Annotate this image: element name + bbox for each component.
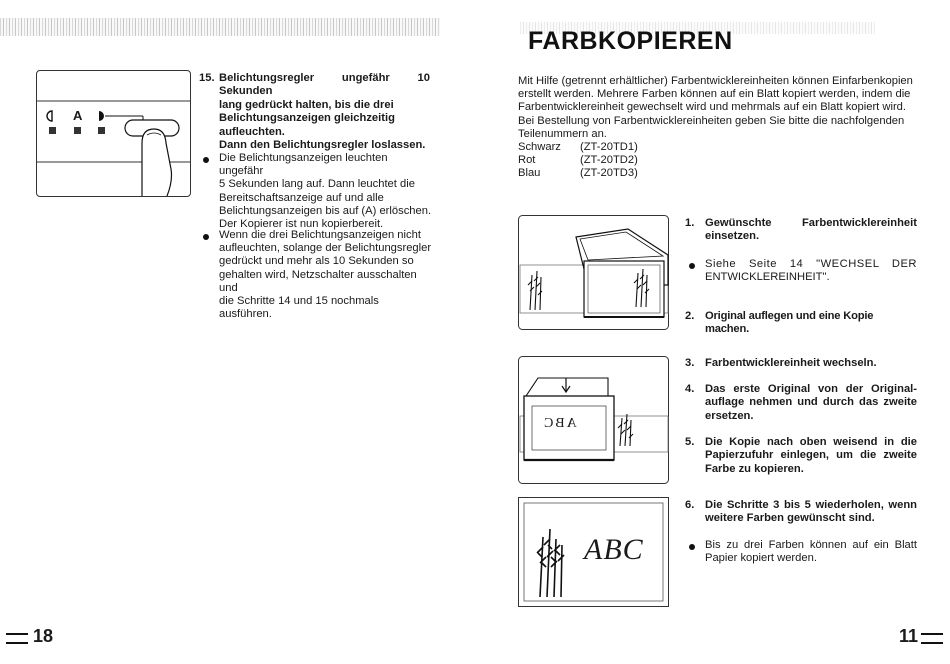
illustration-final-copy xyxy=(518,497,669,607)
part-color: Rot xyxy=(518,154,536,167)
part-row xyxy=(518,141,918,154)
part-color: Blau xyxy=(518,167,541,180)
bullet-1-text xyxy=(219,152,432,231)
bullet-2-line: die Schritte 14 und 15 nochmals ausführen. xyxy=(219,295,379,321)
step-1-bullet-text xyxy=(705,258,917,284)
step-15-number: 15. xyxy=(199,72,215,84)
bullet-dot xyxy=(203,157,209,163)
step-5-line: Papierzufuhr einlegen, um die zweite xyxy=(705,449,917,462)
step-3-number: 3. xyxy=(685,357,695,369)
bullet-dot xyxy=(689,263,695,269)
step-1-line: Gewünschte Farbentwicklereinheit xyxy=(705,217,917,229)
control-panel-drawing xyxy=(37,71,190,196)
bullet-1-line: Bereitschaftsanzeige auf und alle xyxy=(219,191,384,204)
part-code: (ZT-20TD2) xyxy=(580,154,638,167)
step-1-bullet-line: ENTWICKLEREINHEIT". xyxy=(705,271,830,284)
bullet-dot xyxy=(203,234,209,240)
page-number-left: 18 xyxy=(33,626,54,646)
step-15-line: Belichtungsregler ungefähr 10 Sekunden xyxy=(219,72,430,98)
step-15-line: aufleuchten. xyxy=(219,125,285,138)
illustration-second-original xyxy=(518,356,669,484)
bullet-1-line: Die Belichtungsanzeigen leuchten ungefähr xyxy=(219,152,388,178)
step-6-bullet-text xyxy=(705,539,917,565)
intro-line: Teilenummern an. xyxy=(518,127,607,140)
bullet-1-line: Belichtungsanzeigen bis auf (A) erlöschen. xyxy=(219,204,432,217)
step-6-bullet-line: Bis zu drei Farben können auf ein Blatt xyxy=(705,539,917,551)
bullet-2-line: Wenn die drei Belichtungsanzeigen nicht xyxy=(219,229,421,241)
step-5-text xyxy=(705,436,917,476)
page-title: FARBKOPIEREN xyxy=(528,27,733,55)
step-6-line: Die Schritte 3 bis 5 wiederholen, wenn xyxy=(705,499,917,511)
part-row xyxy=(518,154,918,167)
step-15-line: lang gedrückt halten, bis die drei xyxy=(219,98,394,111)
bullet-dot xyxy=(689,544,695,550)
step-2-number: 2. xyxy=(685,310,695,322)
step-1-text xyxy=(705,217,917,244)
step-6-line: weitere Farben gewünscht sind. xyxy=(705,512,875,525)
step-5-line: Die Kopie nach oben weisend in die xyxy=(705,436,917,448)
step-4-text xyxy=(705,383,917,423)
step-15-line: Dann den Belichtungsregler loslassen. xyxy=(219,139,426,152)
page-marker-bars-right xyxy=(921,633,943,644)
bullet-2-text xyxy=(219,229,432,321)
step-1-bullet-line: Siehe Seite 14 "WECHSEL DER xyxy=(705,258,917,270)
part-code: (ZT-20TD3) xyxy=(580,167,638,180)
copier-second-original-drawing xyxy=(518,356,669,484)
step-15-line: Belichtungsanzeigen gleichzeitig xyxy=(219,112,395,125)
step-1-line: einsetzen. xyxy=(705,230,760,243)
bullet-2-line: gedrückt und mehr als 10 Sekunden so xyxy=(219,255,414,268)
copier-lid-open-drawing xyxy=(518,215,669,330)
step-5-number: 5. xyxy=(685,436,695,448)
step-4-number: 4. xyxy=(685,383,695,395)
step-6-text xyxy=(705,499,917,526)
bullet-1-line: Der Kopierer ist nun kopierbereit. xyxy=(219,218,384,231)
intro-line: Farbentwicklereinheit gewechselt wird und mehrmals auf ein Blatt kopiert wird. xyxy=(518,101,907,114)
intro-paragraph xyxy=(518,75,918,181)
step-6-bullet-line: Papier kopiert werden. xyxy=(705,552,817,565)
control-panel-illustration xyxy=(36,70,191,197)
page-number-right: 11 xyxy=(899,626,919,646)
bullet-1-line: 5 Sekunden lang auf. Dann leuchtet die xyxy=(219,178,415,191)
illustration-lid-open xyxy=(518,215,669,330)
intro-line: erstellt werden. Mehrere Farben können auf ein Blatt kopiert werden, indem die xyxy=(518,88,911,101)
step-4-line: ersetzen. xyxy=(705,409,754,422)
part-color: Schwarz xyxy=(518,141,561,154)
intro-line: Bei Bestellung von Farbentwicklereinheiten geben Sie bitte die nachfolgenden xyxy=(518,114,905,127)
step-6-number: 6. xyxy=(685,499,695,511)
part-code: (ZT-20TD1) xyxy=(580,141,638,154)
step-5-line: Farbe zu kopieren. xyxy=(705,462,804,475)
step-15-text xyxy=(219,72,430,152)
page-marker-bars-left xyxy=(6,633,28,644)
step-2-text: Original auflegen und eine Kopie machen. xyxy=(705,310,874,336)
bullet-2-line: aufleuchten, solange der Belichtungsregler xyxy=(219,242,432,255)
scan-noise-left xyxy=(0,18,440,36)
step-4-line: auflage nehmen und durch das zweite xyxy=(705,396,917,409)
part-row xyxy=(518,167,918,180)
step-3-text: Farbentwicklereinheit wechseln. xyxy=(705,357,877,369)
reversed-abc-text: ABC xyxy=(542,416,577,431)
panel-label-a: A xyxy=(73,108,83,123)
step-1-number: 1. xyxy=(685,217,695,229)
step-4-line: Das erste Original von der Original- xyxy=(705,383,917,395)
bullet-2-line: gehalten wird, Netzschalter ausschalten und xyxy=(219,268,417,294)
intro-line: Mit Hilfe (getrennt erhältlicher) Farbentwicklereinheiten können Einfarbenkopien xyxy=(518,75,913,87)
abc-copy-text: ABC xyxy=(584,533,644,566)
